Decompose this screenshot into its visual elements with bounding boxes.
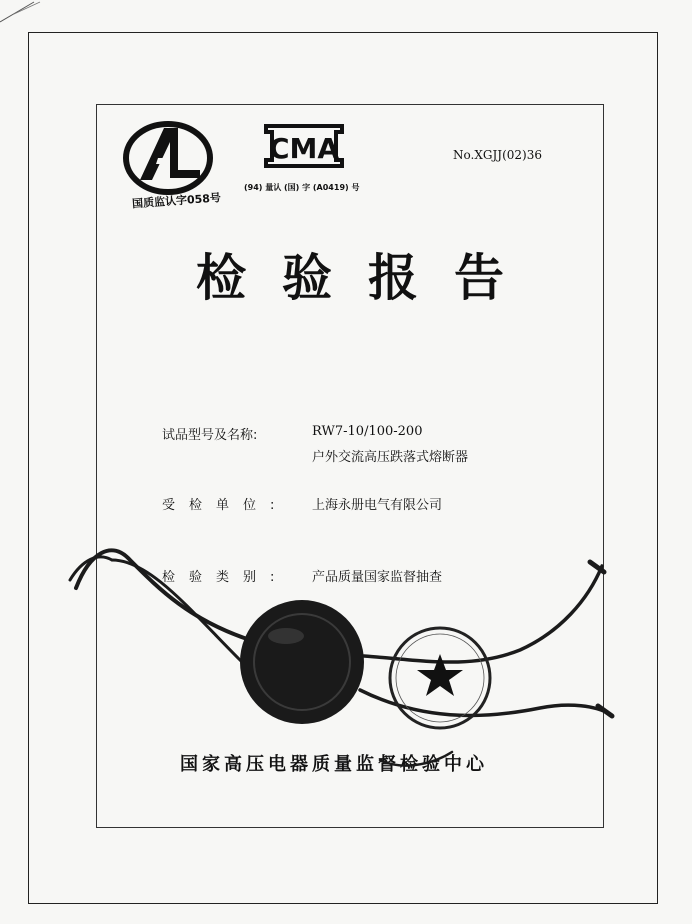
inspected-unit-label: 受检单位:	[162, 498, 289, 513]
sample-name-value: 户外交流高压跌落式熔断器	[312, 450, 469, 465]
sample-model-value: RW7-10/100-200	[312, 424, 423, 439]
inspected-unit-value: 上海永册电气有限公司	[312, 498, 443, 513]
sample-model-label: 试品型号及名称:	[162, 428, 258, 443]
cma-logo-lettering: CMA	[268, 132, 340, 165]
report-number: No.XGJJ(02)36	[453, 148, 542, 162]
cma-certificate-number: (94) 量认 (国) 字 (A0419) 号	[244, 183, 360, 192]
inspection-type-label: 检验类别:	[162, 570, 289, 585]
document-title: 检验报告	[196, 249, 540, 307]
issuing-organization: 国家高压电器质量监督检验中心	[180, 754, 488, 775]
wax-seal	[240, 600, 364, 724]
inspection-type-value: 产品质量国家监督抽查	[312, 570, 443, 585]
cal-certificate-number: 国质监认字058号	[131, 191, 222, 211]
